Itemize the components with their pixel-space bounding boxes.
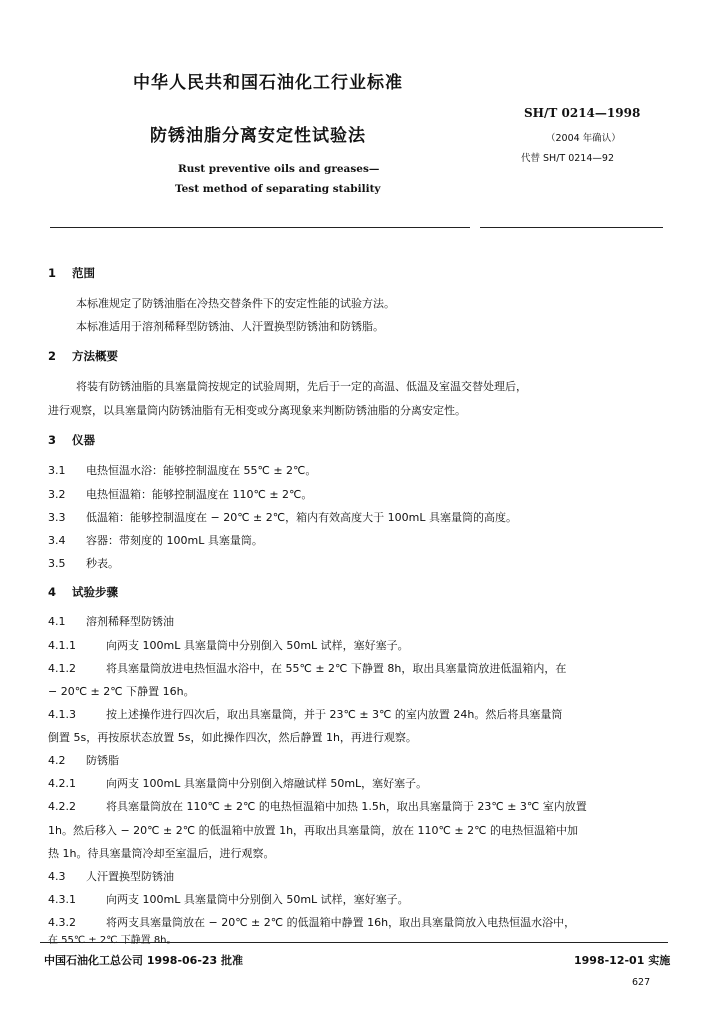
- clause-continuation: − 20℃ ± 2℃ 下静置 16h。: [48, 685, 195, 698]
- header-divider-right: [480, 227, 663, 228]
- clause-3-2: [48, 486, 312, 502]
- paragraph: 本标准规定了防锈油脂在冷热交替条件下的安定性能的试验方法。: [76, 297, 395, 310]
- clause-4-2-2: [48, 798, 587, 814]
- clause-number: 4.1: [48, 615, 66, 628]
- clause-continuation: 热 1h。待具塞量筒冷却至室温后，进行观察。: [48, 847, 275, 860]
- page-number: 627: [632, 977, 651, 988]
- clause-text: 低温箱：能够控制温度在 − 20℃ ± 2℃，箱内有效高度大于 100mL 具塞量筒的高度。: [86, 511, 517, 524]
- clause-number: 3.2: [48, 488, 66, 501]
- paragraph: 将装有防锈油脂的具塞量筒按规定的试验周期，先后于一定的高温、低温及室温交替处理后，: [76, 380, 527, 393]
- section-1-heading: [48, 265, 95, 281]
- clause-text: 电热恒温箱：能够控制温度在 110℃ ± 2℃。: [86, 488, 313, 501]
- paragraph-continuation: 进行观察，以具塞量筒内防锈油脂有无相变或分离现象来判断防锈油脂的分离安定性。: [48, 404, 466, 417]
- clause-4-3-2: [48, 914, 575, 930]
- implementation-date: 1998-12-01 实施: [574, 954, 671, 967]
- clause-number: 4.3.2: [48, 916, 76, 929]
- header-divider-left: [50, 227, 470, 228]
- confirmation-year: （2004 年确认）: [546, 133, 621, 144]
- clause-text: 将具塞量筒放进电热恒温水浴中，在 55℃ ± 2℃ 下静置 8h，取出具塞量筒放进低温箱内，在: [106, 662, 567, 675]
- clause-number: 3.3: [48, 511, 66, 524]
- clause-number: 3.5: [48, 557, 66, 570]
- section-2-heading: [48, 348, 118, 364]
- clause-text: 向两支 100mL 具塞量筒中分别倒入 50mL 试样，塞好塞子。: [106, 639, 409, 652]
- clause-text: 人汗置换型防锈油: [86, 870, 174, 883]
- clause-4-1: [48, 613, 174, 629]
- clause-3-4: [48, 532, 263, 548]
- issuing-organization: 中华人民共和国石油化工行业标准: [133, 73, 403, 93]
- section-number: 2: [48, 349, 57, 363]
- clause-4-2-1: [48, 775, 427, 791]
- clause-number: 4.2.2: [48, 800, 76, 813]
- clause-text: 溶剂稀释型防锈油: [86, 615, 174, 628]
- clause-continuation: 在 55℃ ± 2℃ 下静置 8h。: [48, 935, 177, 946]
- section-title: 试验步骤: [72, 585, 118, 599]
- clause-number: 3.4: [48, 534, 66, 547]
- section-number: 3: [48, 433, 57, 447]
- clause-number: 4.3.1: [48, 893, 76, 906]
- clause-4-3: [48, 868, 174, 884]
- clause-number: 3.1: [48, 464, 66, 477]
- clause-text: 秒表。: [86, 557, 119, 570]
- title-chinese: 防锈油脂分离安定性试验法: [150, 126, 366, 146]
- clause-number: 4.1.2: [48, 662, 76, 675]
- clause-number: 4.1.1: [48, 639, 76, 652]
- clause-3-1: [48, 462, 316, 478]
- clause-text: 按上述操作进行四次后，取出具塞量筒，并于 23℃ ± 3℃ 的室内放置 24h。然后将具塞量筒: [106, 708, 563, 721]
- footer-divider: [40, 942, 668, 943]
- clause-text: 电热恒温水浴：能够控制温度在 55℃ ± 2℃。: [86, 464, 317, 477]
- clause-continuation: 1h。然后移入 − 20℃ ± 2℃ 的低温箱中放置 1h，再取出具塞量筒，放在 110℃ ± 2℃ 的电热恒温箱中加: [48, 824, 578, 837]
- section-number: 1: [48, 266, 57, 280]
- section-4-heading: [48, 584, 118, 600]
- clause-text: 容器：带刻度的 100mL 具塞量筒。: [86, 534, 263, 547]
- clause-4-2: [48, 752, 119, 768]
- clause-text: 将两支具塞量筒放在 − 20℃ ± 2℃ 的低温箱中静置 16h，取出具塞量筒放入电热恒温水浴中，: [106, 916, 576, 929]
- clause-text: 将具塞量筒放在 110℃ ± 2℃ 的电热恒温箱中加热 1.5h，取出具塞量筒于 23℃ ± 3℃ 室内放置: [106, 800, 587, 813]
- clause-number: 4.1.3: [48, 708, 76, 721]
- paragraph: 本标准适用于溶剂稀释型防锈油、人汗置换型防锈油和防锈脂。: [76, 320, 384, 333]
- standard-code: SH/T 0214—1998: [524, 106, 641, 120]
- section-title: 仪器: [72, 433, 95, 447]
- clause-3-3: [48, 509, 517, 525]
- section-3-heading: [48, 432, 95, 448]
- clause-number: 4.2: [48, 754, 66, 767]
- clause-text: 向两支 100mL 具塞量筒中分别倒入 50mL 试样，塞好塞子。: [106, 893, 409, 906]
- section-title: 范围: [72, 266, 95, 280]
- clause-number: 4.2.1: [48, 777, 76, 790]
- clause-4-1-3: [48, 706, 562, 722]
- clause-number: 4.3: [48, 870, 66, 883]
- clause-4-1-1: [48, 637, 409, 653]
- clause-text: 防锈脂: [86, 754, 119, 767]
- title-english-line1: Rust preventive oils and greases—: [178, 163, 380, 175]
- section-number: 4: [48, 585, 57, 599]
- replaces-standard: 代替 SH/T 0214—92: [521, 153, 614, 164]
- clause-continuation: 倒置 5s，再按原状态放置 5s，如此操作四次，然后静置 1h，再进行观察。: [48, 731, 417, 744]
- section-title: 方法概要: [72, 349, 118, 363]
- clause-4-1-2: [48, 660, 566, 676]
- clause-4-3-1: [48, 891, 409, 907]
- clause-3-5: [48, 555, 119, 571]
- title-english-line2: Test method of separating stability: [175, 183, 381, 195]
- clause-text: 向两支 100mL 具塞量筒中分别倒入熔融试样 50mL，塞好塞子。: [106, 777, 428, 790]
- approval-info: 中国石油化工总公司 1998-06-23 批准: [44, 954, 244, 967]
